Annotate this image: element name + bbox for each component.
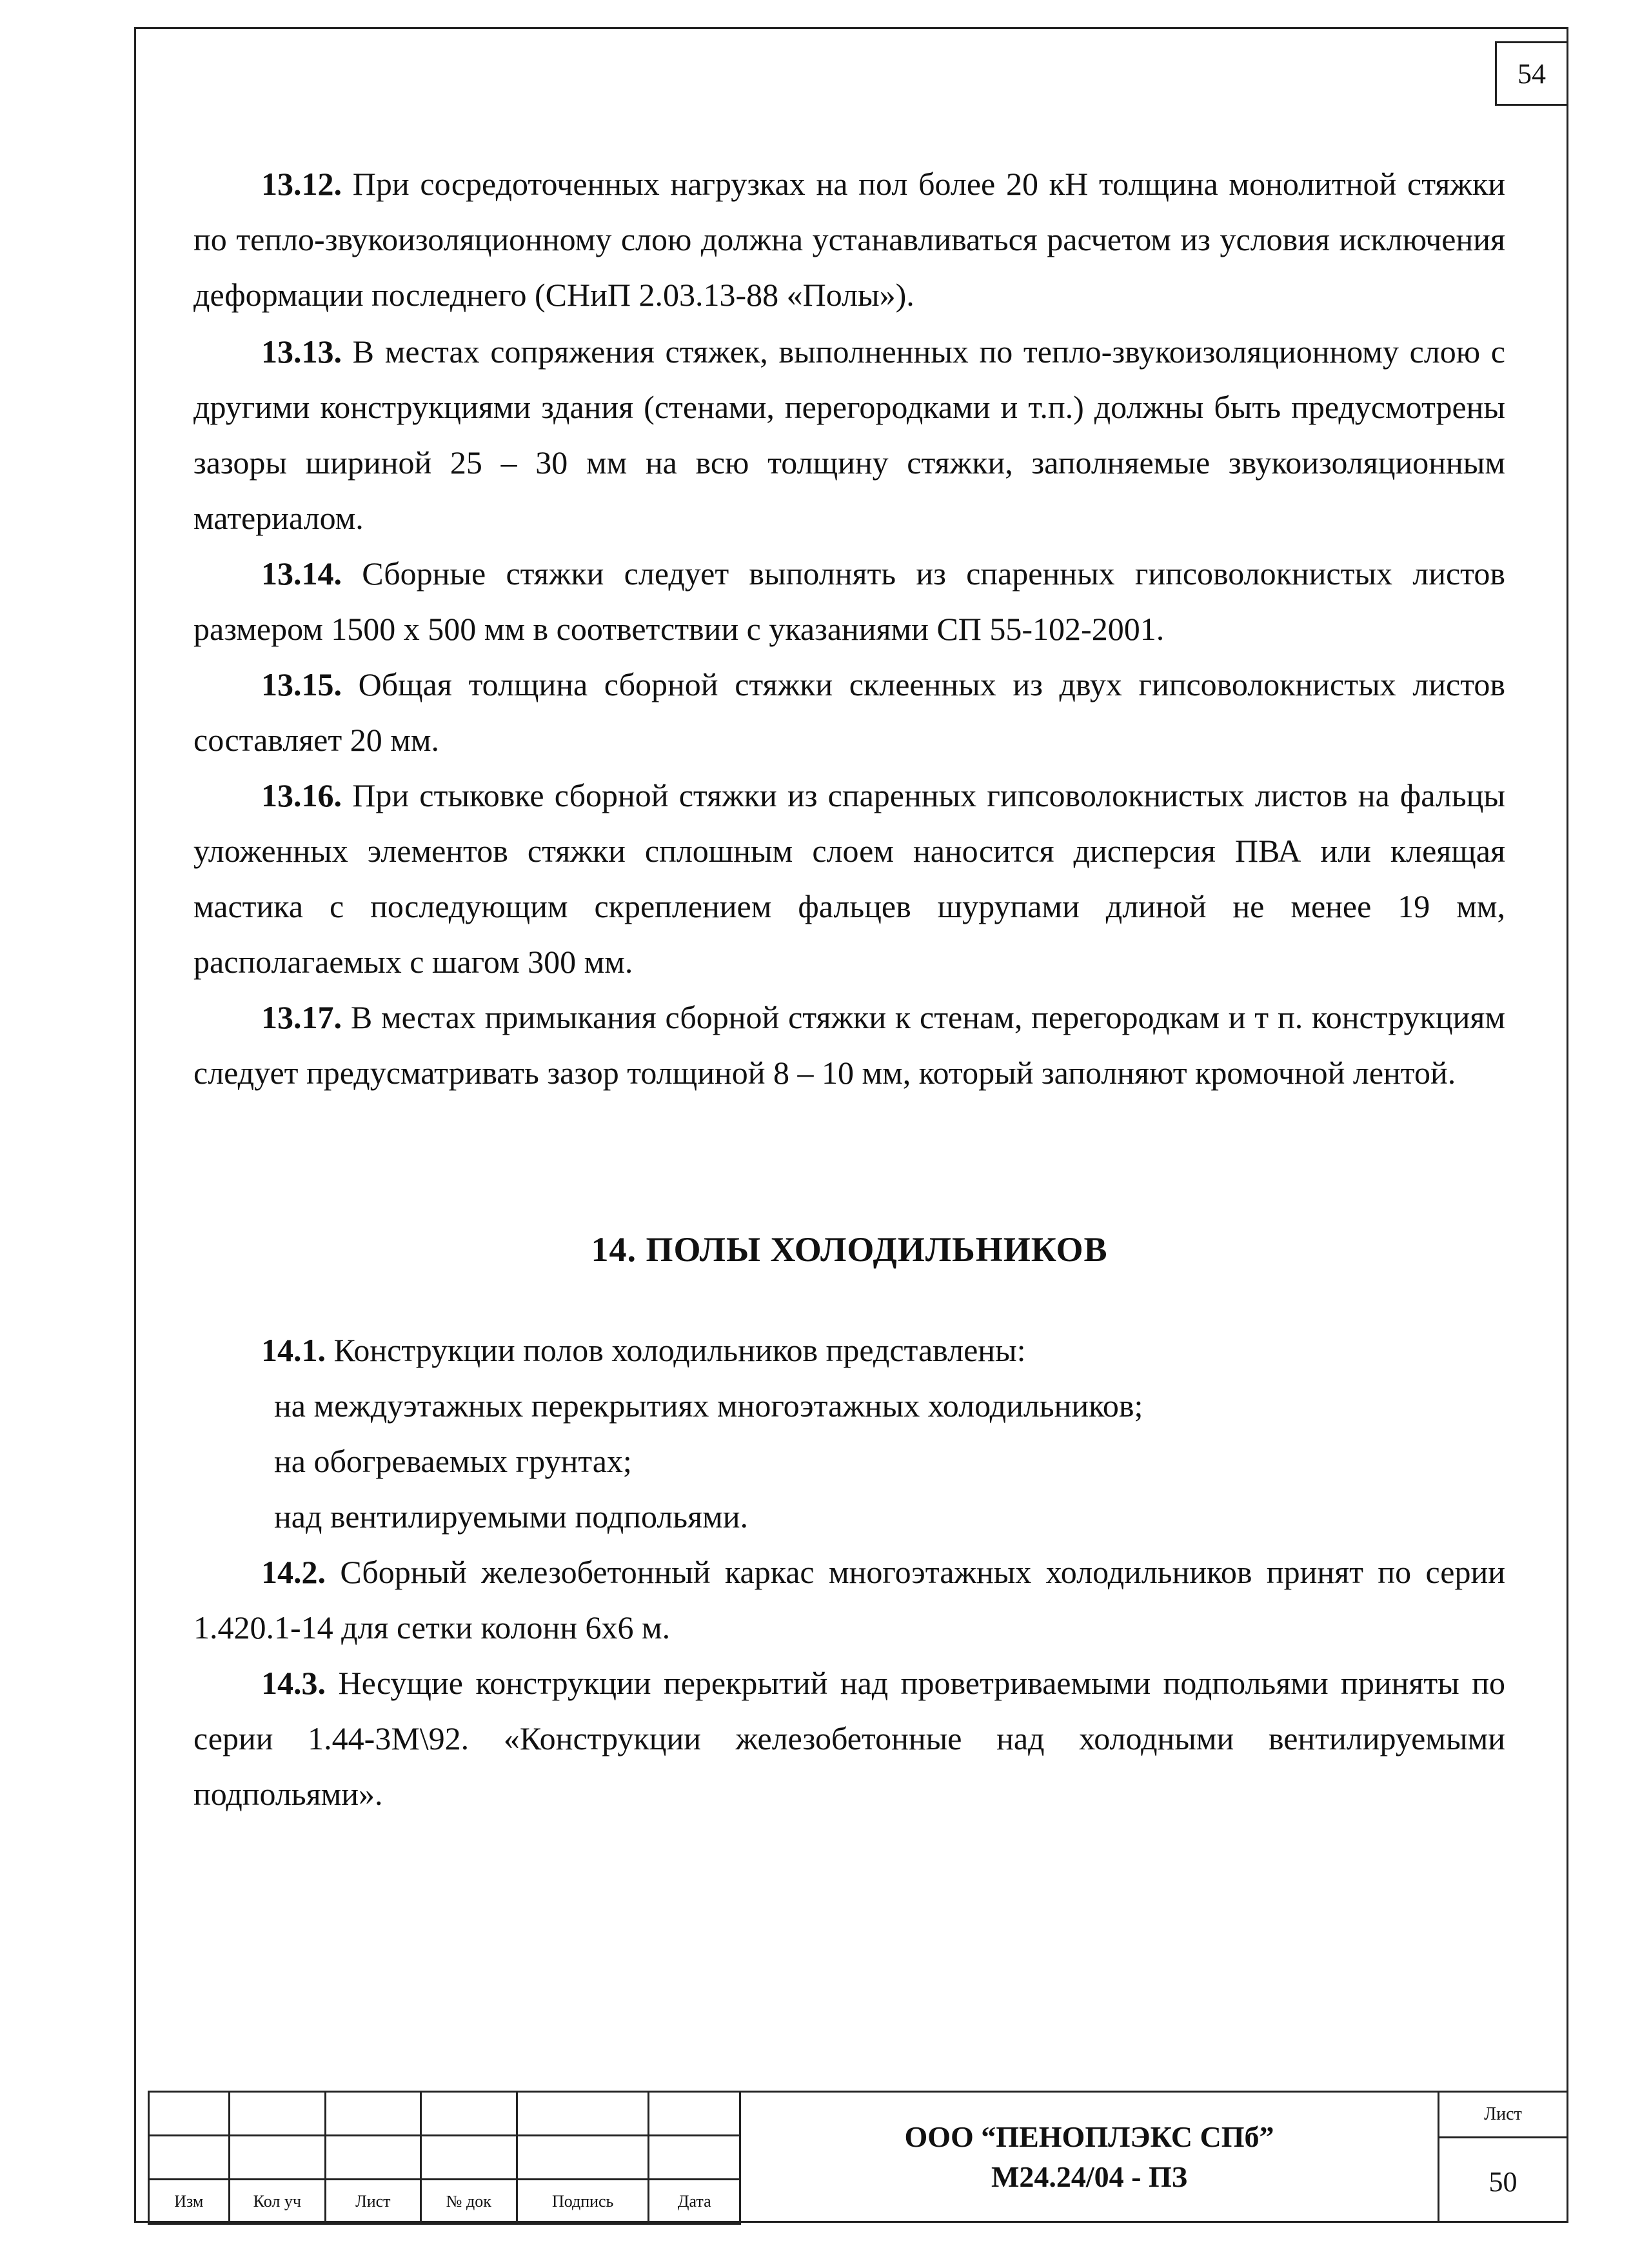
paragraph-13-16: 13.16. При стыковке сборной стяжки из спаренных гипсоволокнистых листов на фальцы уложенных элементов стяжки сплошным слоем наносится дисперсия ПВА или клеящая мастика с последующим скреплением фальцев шурупами длиной не менее 19 мм, располагаемых с шагом 300 мм.: [193, 777, 1505, 980]
section-14-text: [193, 1322, 1505, 1822]
list-item: на междуэтажных перекрытиях многоэтажных холодильников;: [274, 1388, 1143, 1424]
sheet-label: Лист: [1439, 2093, 1567, 2138]
col-label-izm: Изм: [149, 2180, 230, 2224]
list-item: над вентилируемыми подпольями.: [274, 1498, 748, 1535]
col-label-list: Лист: [326, 2180, 421, 2224]
paragraph-14-1: 14.1. Конструкции полов холодильников представлены:: [261, 1332, 1026, 1368]
paragraph-13-12: 13.12. При сосредоточенных нагрузках на пол более 20 кН толщина монолитной стяжки по тепло-звукоизоляционному слою должна устанавливаться расчетом из условия исключения деформации последнего (СНиП 2.03.13-88 «Полы»).: [193, 166, 1505, 313]
paragraph-13-13: 13.13. В местах сопряжения стяжек, выполненных по тепло-звукоизоляционному слою с другими конструкциями здания (стенами, перегородками и т.п.) должны быть предусмотрены зазоры шириной 25 – 30 мм на всю толщину стяжки, заполняемые звукоизоляционным материалом.: [193, 333, 1505, 536]
col-label-doc-no: № док: [420, 2180, 517, 2224]
sheet-number: 50: [1488, 2165, 1518, 2198]
col-label-kol-uch: Кол уч: [229, 2180, 325, 2224]
paragraph-13-17: 13.17. В местах примыкания сборной стяжки к стенам, перегородкам и т п. конструкциям следует предусматривать зазор толщиной 8 – 10 мм, который заполняют кромочной лентой.: [193, 999, 1505, 1091]
paragraph-14-3: 14.3. Несущие конструкции перекрытий над проветриваемыми подпольями приняты по серии 1.44-3М\92. «Конструкции железобетонные над холодными вентилируемыми подпольями».: [193, 1665, 1505, 1812]
document-code: М24.24/04 - ПЗ: [991, 2160, 1188, 2193]
section-13-text: [193, 156, 1505, 1100]
paragraph-14-2: 14.2. Сборный железобетонный каркас многоэтажных холодильников принят по серии 1.420.1-14 для сетки колонн 6х6 м.: [193, 1554, 1505, 1646]
page-number: 54: [1495, 41, 1568, 106]
organization-name: ООО “ПЕНОПЛЭКС СПб”: [904, 2120, 1274, 2153]
paragraph-13-14: 13.14. Сборные стяжки следует выполнять из спаренных гипсоволокнистых листов размером 1500 х 500 мм в соответствии с указаниями СП 55-102-2001.: [193, 555, 1505, 647]
title-block: [148, 2091, 1568, 2223]
paragraph-13-15: 13.15. Общая толщина сборной стяжки склеенных из двух гипсоволокнистых листов составляет 20 мм.: [193, 666, 1505, 758]
organization-block: [741, 2091, 1438, 2223]
sheet-cell: [1438, 2091, 1568, 2223]
section-14-heading: 14. ПОЛЫ ХОЛОДИЛЬНИКОВ: [591, 1230, 1108, 1269]
col-label-signature: Подпись: [517, 2180, 648, 2224]
revision-table: [148, 2091, 741, 2225]
list-item: на обогреваемых грунтах;: [274, 1443, 632, 1479]
col-label-date: Дата: [649, 2180, 740, 2224]
